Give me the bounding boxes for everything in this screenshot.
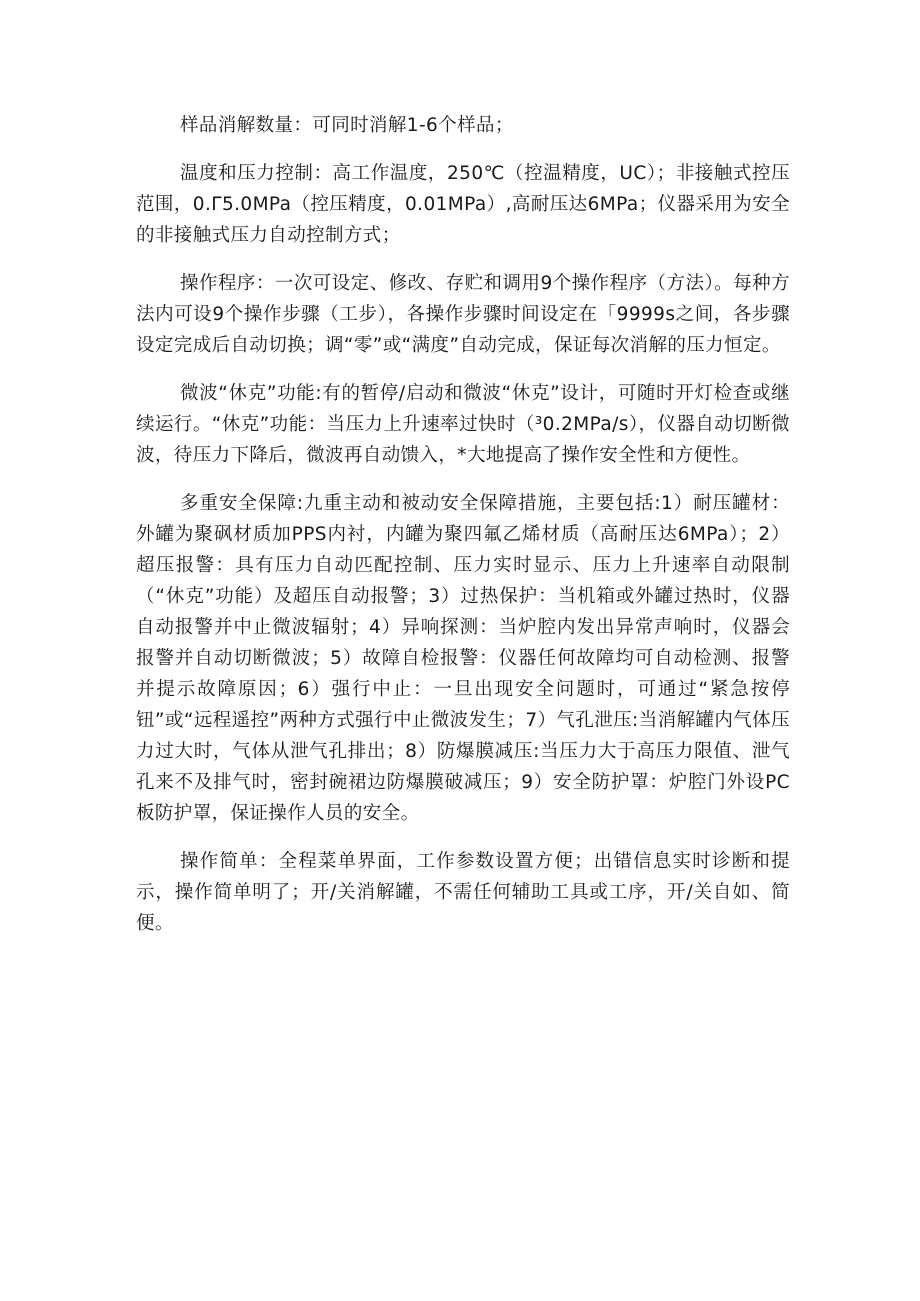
paragraph-microwave-shock: 微波“休克”功能:有的暂停/启动和微波“休克”设计，可随时开灯检查或继续运行。“休克”功能：当压力上升速率过快时（³0.2MPa/s），仪器自动切断微波，待压力下降后，微波再自动馈入，*大地提高了操作安全性和方便性。 — [136, 383, 790, 466]
paragraph-sample-quantity: 样品消解数量：可同时消解1-6个样品； — [180, 115, 514, 136]
document-page — [136, 110, 790, 956]
paragraph-safety: 多重安全保障:九重主动和被动安全保障措施，主要包括:1）耐压罐材：外罐为聚砜材质加PPS内衬，内罐为聚四氟乙烯材质（高耐压达6MPa）；2）超压报警：具有压力自动匹配控制、压力实时显示、压力上升速率自动限制（“休克”功能）及超压自动报警；3）过热保护：当机箱或外罐过热时，仪器自动报警并中止微波辐射；4）异响探测：当炉腔内发出异常声响时，仪器会报警并自动切断微波；5）故障自检报警：仪器任何故障均可自动检测、报警并提示故障原因；6）强行中止：一旦出现安全问题时，可通过“紧急按停钮”或“远程遥控”两种方式强行中止微波发生；7）气孔泄压:当消解罐内气体压力过大时，气体从泄气孔排出；8）防爆膜减压:当压力大于高压力限值、泄气孔来不及排气时，密封碗裙边防爆膜破减压；9）安全防护罩：炉腔门外设PC板防护罩，保证操作人员的安全。 — [136, 493, 790, 824]
paragraph-simple-operation: 操作简单：全程菜单界面，工作参数设置方便；出错信息实时诊断和提示，操作简单明了；开/关消解罐，不需任何辅助工具或工序，开/关自如、简便。 — [136, 851, 790, 934]
paragraph-temperature-pressure: 温度和压力控制：高工作温度，250℃（控温精度，UC）；非接触式控压范围，0.Γ5.0MPa（控压精度，0.01MPa）,高耐压达6MPa；仪器采用为安全的非接触式压力自动控制方式； — [136, 163, 790, 246]
paragraph-operation-program: 操作程序：一次可设定、修改、存贮和调用9个操作程序（方法）。每种方法内可设9个操作步骤（工步），各操作步骤时间设定在「9999s之间，各步骤设定完成后自动切换；调“零”或“满度”自动完成，保证每次消解的压力恒定。 — [136, 273, 790, 356]
